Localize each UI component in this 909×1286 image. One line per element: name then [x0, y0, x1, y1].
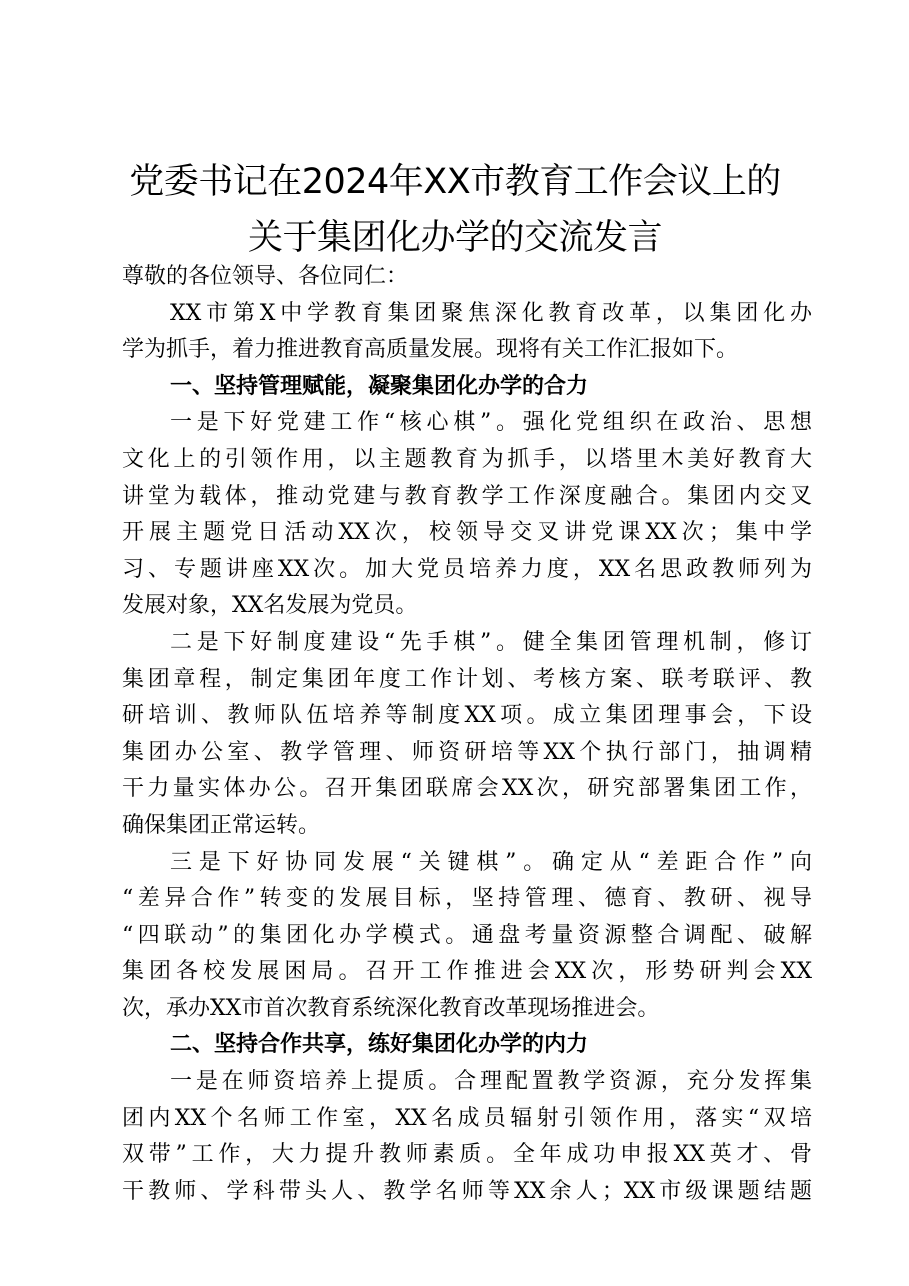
paragraph-line: 干力量实体办公。召开集团联席会XX次，研究部署集团工作， — [122, 776, 812, 802]
paragraph-line: 二是下好制度建设“先手棋”。健全集团管理机制，修订 — [170, 629, 812, 655]
paragraph-line: 集团各校发展困局。召开工作推进会XX次，形势研判会XX — [122, 959, 812, 985]
paragraph-line: 集团章程，制定集团年度工作计划、考核方案、联考联评、教 — [122, 666, 812, 692]
paragraph-line: 学为抓手，着力推进教育高质量发展。现将有关工作汇报如下。 — [122, 337, 739, 363]
paragraph-line: 团内XX个名师工作室，XX名成员辐射引领作用，落实“双培 — [122, 1105, 812, 1131]
paragraph-line: 确保集团正常运转。 — [122, 812, 321, 838]
paragraph-line: 习、专题讲座XX次。加大党员培养力度，XX名思政教师列为 — [122, 556, 812, 582]
document-title-line-1: 党委书记在2024年XX市教育工作会议上的 — [129, 162, 781, 202]
paragraph-line: 一是下好党建工作“核心棋”。强化党组织在政治、思想 — [170, 410, 812, 436]
paragraph-line: 一是在师资培养上提质。合理配置教学资源，充分发挥集 — [170, 1069, 812, 1095]
paragraph-line: 研培训、教师队伍培养等制度XX项。成立集团理事会，下设 — [122, 703, 812, 729]
salutation: 尊敬的各位领导、各位同仁： — [122, 264, 409, 289]
paragraph-line: 讲堂为载体，推动党建与教育教学工作深度融合。集团内交叉 — [122, 483, 812, 509]
section-heading: 二、坚持合作共享，练好集团化办学的内力 — [170, 1032, 589, 1058]
paragraph-line: 次，承办XX市首次教育系统深化教育改革现场推进会。 — [122, 995, 660, 1021]
document-title-line-2: 关于集团化办学的交流发言 — [247, 218, 662, 258]
paragraph-line: 文化上的引领作用，以主题教育为抓手，以塔里木美好教育大 — [122, 446, 812, 472]
paragraph-line: XX市第X中学教育集团聚焦深化教育改革，以集团化办 — [170, 300, 812, 326]
paragraph-line: 发展对象，XX名发展为党员。 — [122, 593, 418, 619]
paragraph-line: 三是下好协同发展“关键棋”。确定从“差距合作”向 — [170, 849, 812, 875]
paragraph-line: “四联动”的集团化办学模式。通盘考量资源整合调配、破解 — [122, 922, 812, 948]
paragraph-line: 集团办公室、教学管理、师资研培等XX个执行部门，抽调精 — [122, 739, 812, 765]
paragraph-line: “差异合作”转变的发展目标，坚持管理、德育、教研、视导 — [122, 886, 812, 912]
document-body — [122, 259, 812, 1210]
section-heading: 一、坚持管理赋能，凝聚集团化办学的合力 — [170, 373, 589, 399]
paragraph-line: 双带”工作，大力提升教师素质。全年成功申报XX英才、骨 — [122, 1142, 812, 1168]
paragraph-line: 开展主题党日活动XX次，校领导交叉讲党课XX次；集中学 — [122, 520, 812, 546]
paragraph-line: 干教师、学科带头人、教学名师等XX余人；XX市级课题结题 — [122, 1178, 812, 1204]
